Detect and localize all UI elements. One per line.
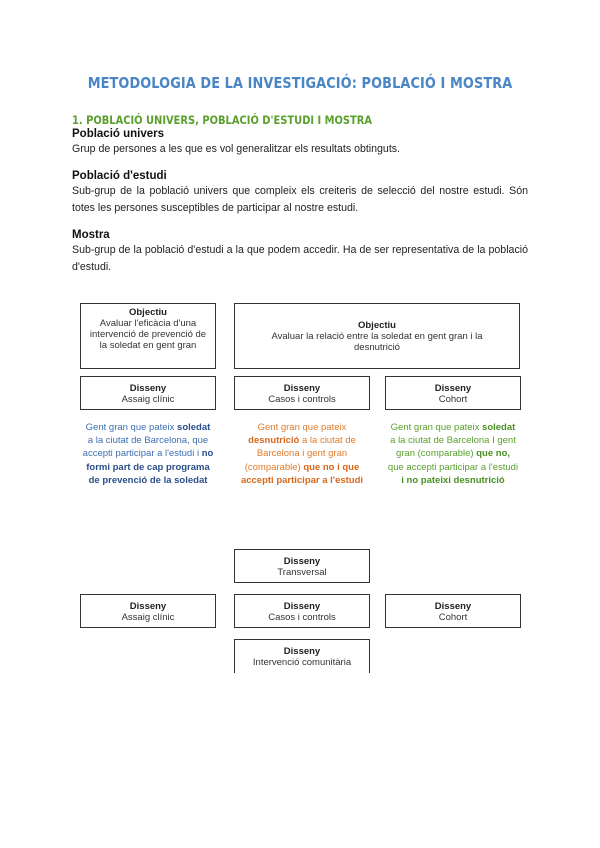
- design-label: Disseny: [129, 601, 167, 612]
- design-box-casos-2: [234, 594, 370, 628]
- objective-box-2: [234, 303, 520, 369]
- design-label: Disseny: [434, 383, 472, 394]
- design-box-comunitaria: [234, 639, 370, 673]
- design-value: Transversal: [277, 567, 327, 578]
- mostra-heading: Mostra: [72, 229, 110, 241]
- univers-text: Grup de persones a les que es vol generalitzar els resultats obtinguts.: [72, 143, 401, 155]
- mostra-text: Sub-grup de la població d'estudi a la que podem accedir. Ha de ser representativa de la població d'estudi.: [72, 244, 528, 273]
- design-label: Disseny: [434, 601, 472, 612]
- design-value: Assaig clínic: [121, 612, 175, 623]
- design-box-assaig-2: [80, 594, 216, 628]
- description-cohort: Gent gran que pateix soledat a la ciutat de Barcelona I gent gran (comparable) que no, que accepti participar a l'estudi i no pateixi desnutrició: [387, 422, 519, 486]
- design-label: Disseny: [283, 646, 321, 657]
- design-box-casos: [234, 376, 370, 410]
- design-value: Casos i controls: [268, 394, 336, 405]
- design-label: Disseny: [283, 601, 321, 612]
- design-label: Disseny: [129, 383, 167, 394]
- design-value: Casos i controls: [268, 612, 336, 623]
- estudi-text: Sub-grup de la població univers que compleix els creiteris de selecció del nostre estudi. Són totes les persones susceptibles de participar al nostre estudi.: [72, 185, 528, 214]
- estudi-heading: Població d'estudi: [72, 170, 167, 182]
- objective-text: Avaluar la relació entre la soledat en gent gran i la desnutrició: [271, 331, 483, 353]
- description-casos: Gent gran que pateix desnutrició a la ciutat de Barcelona i gent gran (comparable) que no i que accepti participar a l'estudi: [240, 422, 364, 486]
- description-assaig: Gent gran que pateix soledat a la ciutat de Barcelona, que accepti participar a l'estudi i no formi part de cap programa de prevenció de la soledat: [82, 422, 214, 486]
- section-heading: 1. POBLACIÓ UNIVERS, POBLACIÓ D'ESTUDI I MOSTRA: [72, 113, 373, 127]
- design-box-cohort: [385, 376, 521, 410]
- objective-title: Objectiu: [357, 320, 396, 331]
- design-value: Cohort: [438, 612, 468, 623]
- univers-heading: Població univers: [72, 128, 165, 140]
- design-box-assaig: [80, 376, 216, 410]
- design-label: Disseny: [283, 383, 321, 394]
- design-label: Disseny: [283, 556, 321, 567]
- design-box-cohort-2: [385, 594, 521, 628]
- objective-title: Objectiu: [128, 307, 167, 318]
- page-title: METODOLOGIA DE LA INVESTIGACIÓ: POBLACIÓ I MOSTRA: [87, 74, 513, 92]
- design-value: Cohort: [438, 394, 468, 405]
- design-value: Intervenció comunitària: [252, 657, 352, 668]
- design-box-transversal: [234, 549, 370, 583]
- objective-text: Avaluar l'eficàcia d'una intervenció de prevenció de la soledat en gent gran: [89, 318, 207, 351]
- objective-box-1: [80, 303, 216, 369]
- design-value: Assaig clínic: [121, 394, 175, 405]
